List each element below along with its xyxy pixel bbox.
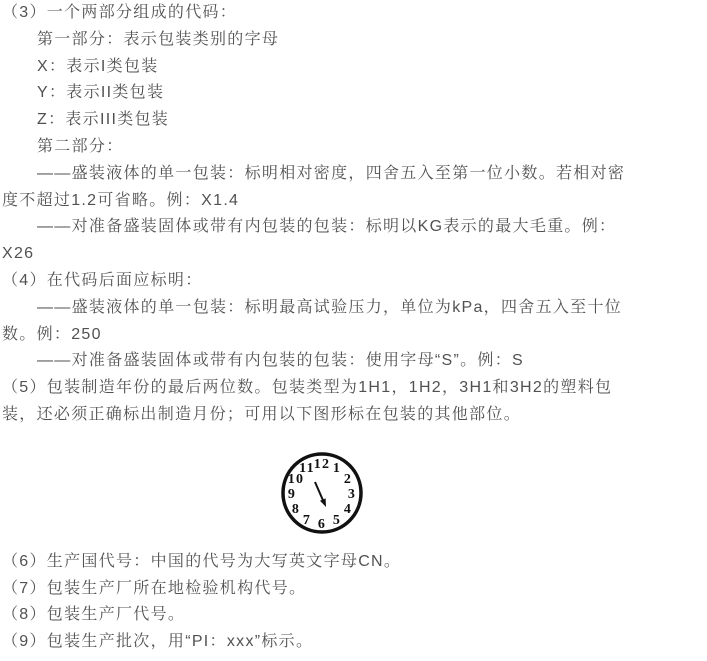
clock-face-svg: [280, 451, 364, 535]
clock-number-5: 5: [332, 512, 342, 528]
text-line: （3）一个两部分组成的代码：: [2, 4, 238, 21]
text-line: ——对准备盛装固体或带有内包装的包装：使用字母“S”。例：S: [37, 352, 525, 370]
clock-number-4: 4: [343, 501, 353, 517]
clock-number-9: 9: [287, 486, 297, 502]
text-line: ——盛装液体的单一包装：标明最高试验压力，单位为kPa，四舍五入至十位: [37, 298, 623, 316]
text-block-bottom: [2, 549, 705, 656]
clock-number-6: 6: [317, 516, 327, 532]
text-line: Z：表示III类包装: [37, 111, 170, 129]
text-line: ——对准备盛装固体或带有内包装的包装：标明以KG表示的最大毛重。例：: [37, 218, 617, 236]
text-line: 第二部分：: [37, 137, 124, 155]
text-line: （6）生产国代号：中国的代号为大写英文字母CN。: [2, 552, 402, 570]
clock-number-8: 8: [291, 501, 301, 517]
text-line: 度不超过1.2可省略。例：X1.4: [2, 191, 240, 209]
text-line: （5）包装制造年份的最后两位数。包装类型为1H1，1H2，3H1和3H2的塑料包: [2, 379, 613, 397]
text-line: X26: [2, 245, 35, 263]
clock-figure: [280, 451, 364, 535]
text-line: （4）在代码后面应标明：: [2, 271, 203, 289]
clock-number-12: 12: [313, 456, 331, 472]
text-line: 数。例：250: [2, 325, 102, 343]
text-block-top: [2, 0, 705, 429]
clock-number-7: 7: [302, 512, 312, 528]
text-line: 装，还必须正确标出制造月份；可用以下图形标在包装的其他部位。: [2, 405, 522, 423]
text-line: 第一部分：表示包装类别的字母: [37, 30, 280, 48]
text-line: X：表示I类包装: [37, 57, 159, 75]
clock-number-3: 3: [347, 486, 357, 502]
text-line: （8）包装生产厂代号。: [2, 606, 186, 624]
clock-number-11: 11: [299, 460, 315, 476]
text-line: （9）包装生产批次，用“PI：xxx”标示。: [2, 633, 314, 651]
text-line: ——盛装液体的单一包装：标明相对密度，四舍五入至第一位小数。若相对密: [37, 164, 626, 182]
clock-number-2: 2: [343, 471, 353, 487]
text-line: （7）包装生产厂所在地检验机构代号。: [2, 579, 307, 597]
clock-number-10: 10: [287, 471, 305, 487]
clock-number-1: 1: [332, 460, 342, 476]
text-line: Y：表示II类包装: [37, 84, 165, 102]
